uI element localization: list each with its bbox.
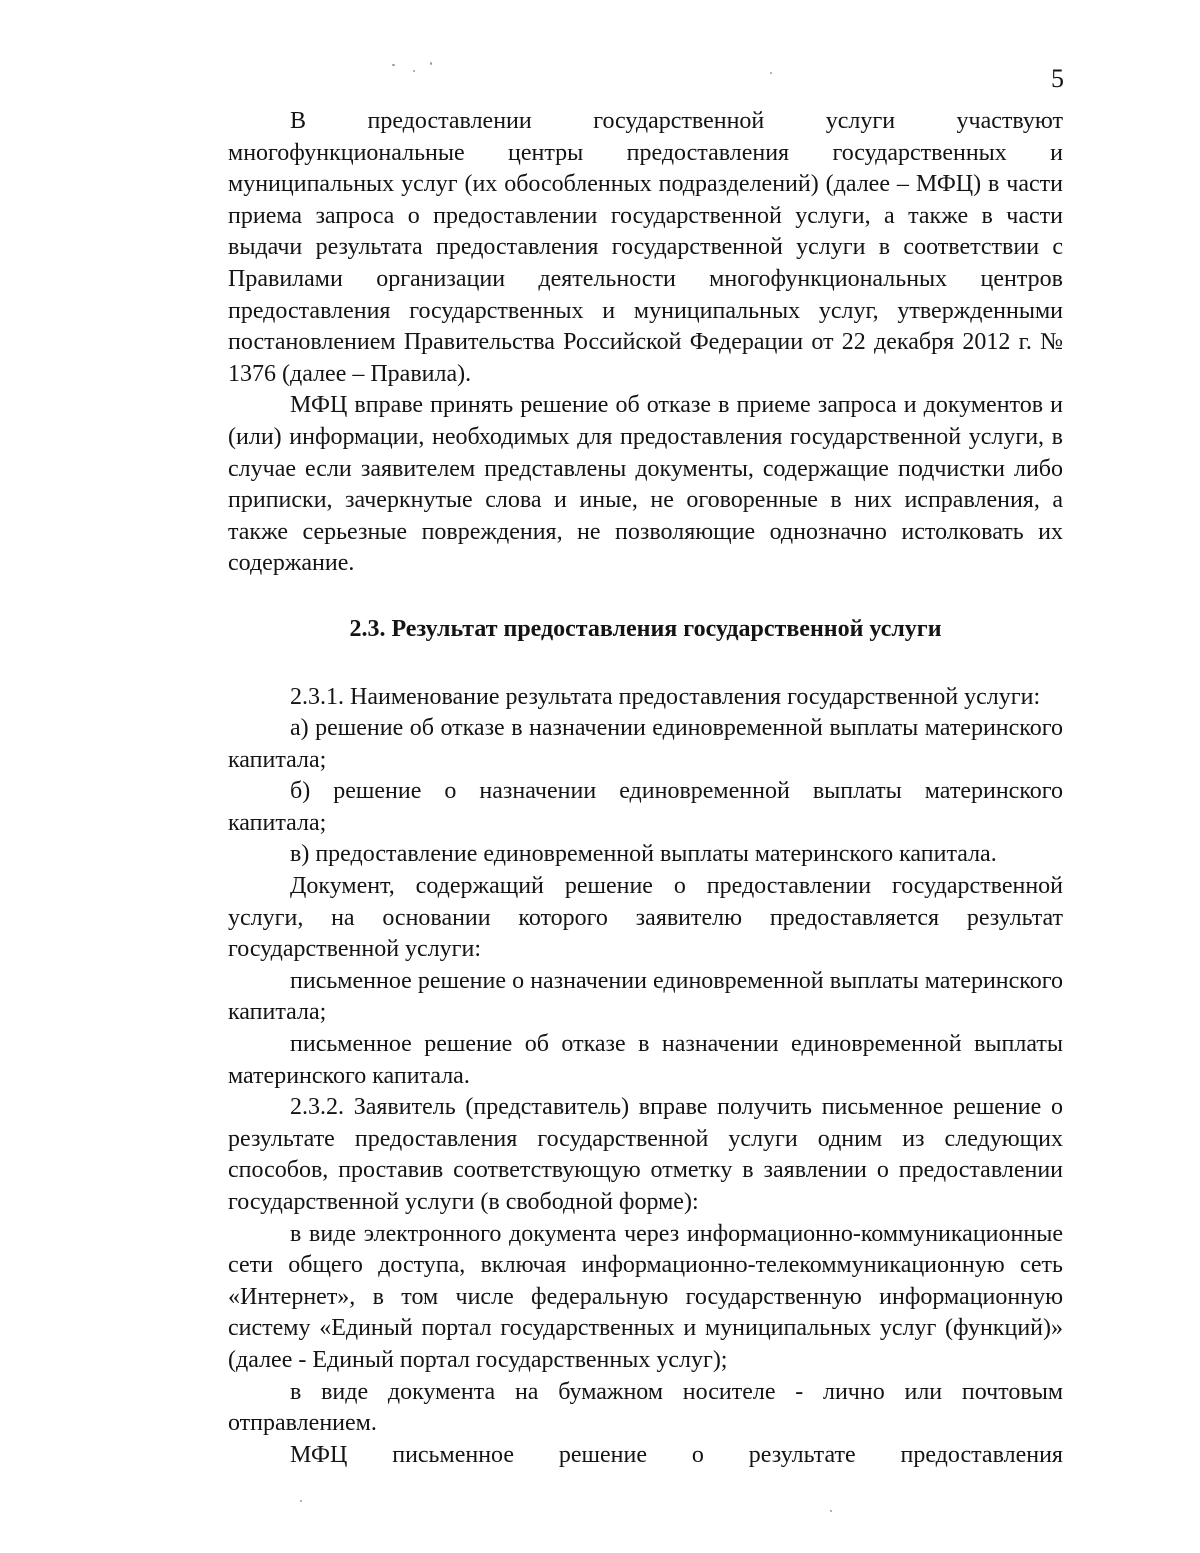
document-body (228, 106, 1063, 1471)
list-item: в виде документа на бумажном носителе - лично или почтовым отправлением. (228, 1378, 1063, 1437)
list-item: в виде электронного документа через информационно-коммуникационные сети общего доступа, включая информационно-телекоммуникационную сеть «Интернет», в том числе федеральную государственную информационную систему «Единый портал государственных и муниципальных услуг (функций)» (далее - Единый портал государственных услуг); (228, 1220, 1063, 1373)
paragraph: 2.3.2. Заявитель (представитель) вправе получить письменное решение о результате предоставления государственной услуги одним из следующих способов, проставив соответствующую отметку в заявлении о предоставлении государственной услуги (в свободной форме): (228, 1094, 1063, 1215)
list-item: б) решение о назначении единовременной выплаты материнского капитала; (228, 778, 1063, 836)
word: предоставления (900, 1441, 1063, 1468)
word: МФЦ (290, 1441, 348, 1468)
scan-speck (300, 1500, 302, 1502)
paragraph: 2.3.1. Наименование результата предоставления государственной услуги: (290, 683, 1041, 710)
continued-paragraph (228, 1440, 1063, 1472)
paragraph: МФЦ вправе принять решение об отказе в приеме запроса и документов и (или) информации, необходимых для предоставления государственной услуги, в случае если заявителем представлены документы, содержащие подчистки либо приписки, зачеркнутые слова и иные, не оговоренные в них исправления, а также серьезные повреждения, не позволяющие однозначно истолковать их содержание. (228, 392, 1063, 577)
word: решение (558, 1441, 647, 1468)
list-item: письменное решение об отказе в назначении единовременной выплаты материнского капитала. (228, 1031, 1063, 1089)
scan-speck (430, 62, 432, 65)
word: о (691, 1441, 704, 1468)
list-item: а) решение об отказе в назначении единовременной выплаты материнского капитала; (228, 715, 1063, 773)
scan-speck (830, 1510, 832, 1512)
section-heading: 2.3. Результат предоставления государственной услуги (349, 615, 942, 642)
scan-speck (392, 64, 395, 66)
paragraph: В предоставлении государственной услуги участвуют многофункциональные центры предоставления государственных и муниципальных услуг (их обособленных подразделений) (далее – МФЦ) в части приема запроса о предоставлении государственной услуги, а также в части выдачи результата предоставления государственной услуги в соответствии с Правилами организации деятельности многофункциональных центров предоставления государственных и муниципальных услуг, утвержденными постановлением Правительства Российской Федерации от 22 декабря 2012 г. № 1376 (далее – Правила). (228, 108, 1063, 387)
scan-speck (413, 70, 415, 72)
list-item: письменное решение о назначении единовременной выплаты материнского капитала; (228, 967, 1063, 1026)
scan-speck (770, 72, 772, 74)
page-number: 5 (1051, 64, 1064, 93)
word: результате (748, 1441, 856, 1468)
word: письменное (392, 1441, 514, 1468)
paragraph: Документ, содержащий решение о предоставлении государственной услуги, на основании которого заявителю предоставляется результат государственной услуги: (228, 873, 1063, 963)
list-item: в) предоставление единовременной выплаты материнского капитала. (290, 841, 997, 868)
